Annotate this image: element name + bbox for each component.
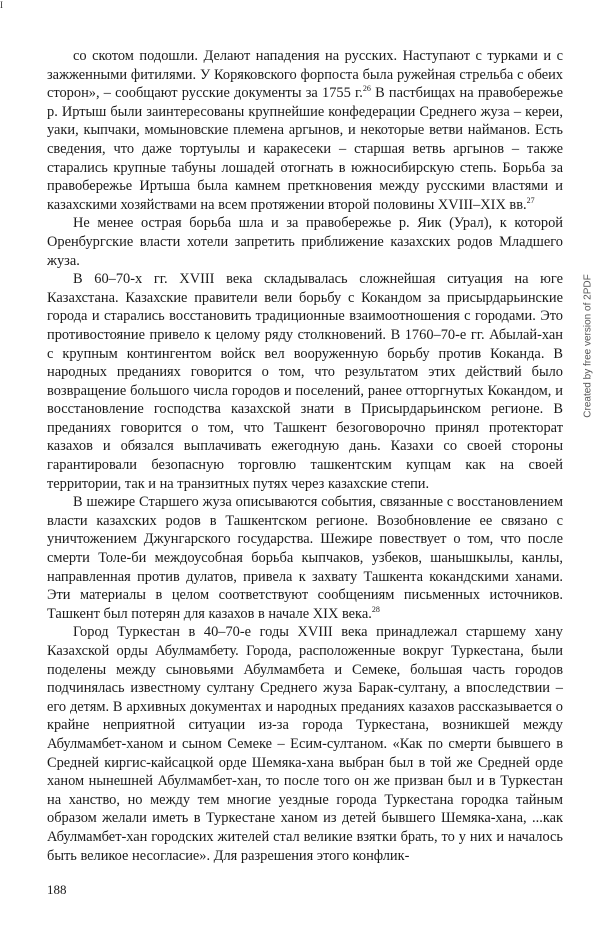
paragraph bbox=[47, 47, 563, 214]
paragraph-text: Город Туркестан в 40–70-е годы XVIII века принадлежал старшему хану Казахской орды Абулмамбету. Города, расположенные вокруг Туркестана, были поделены между сыновьями Абулмамбета и Семеке, большая часть городов подчинялась известному султану Среднего жуза Барак-султану, а впоследствии – его детям. В архивных документах и народных преданиях казахов рассказывается о крайне неприятной ситуации из-за города Туркестана, возникшей между Абулмамбет-ханом и сыном Семеке – Есим-султаном. «Как по смерти бывшего в Средней киргис-кайсацкой орде Шемяка-хана выбран был в той же Средней орде ханом нынешней Абулмамбет-хан, то после того он же призван был и в Туркестан на ханство, но между тем многие уездные города Туркестана городка тайным образом желали иметь в Туркестане ханом из детей бывшего Шемяка-хана, ...как Абулмамбет-хан городских жителей стал великие взятки брать, то у них и началось быть великое несогласие». Для разрешения этого конфлик- bbox=[47, 624, 563, 864]
paragraph-text: В пастбищах на правобережье р. Иртыш были заинтересованы крупнейшие конфедерации Среднего жуза – кереи, уаки, кыпчаки, момыновские племена аргынов, и некоторые ветви найманов. Есть сведения, что даже тортуылы и каракесеки – старшая ветвь аргынов – также старались крупные табуны лошадей отогнать в южносибирскую степь. Борьба за правобережье Иртыша была камнем преткновения между русскими властями и казахскими хозяйствами на всем протяжении второй половины XVIII–XIX вв. bbox=[47, 85, 563, 213]
paragraph bbox=[47, 270, 563, 493]
corner-mark: I bbox=[0, 0, 3, 10]
paragraph-text: Не менее острая борьба шла и за правобережье р. Яик (Урал), к которой Оренбургские власти хотели запретить приближение казахских родов Младшего жуза. bbox=[47, 215, 563, 269]
paragraph-text: В 60–70-х гг. XVIII века складывалась сложнейшая ситуация на юге Казахстана. Казахские правители вели борьбу с Кокандом за присырдарьинские города и старались восстановить традиционные взаимоотношения с городами. Это противостояние привело к целому ряду столкновений. В 1760–70-е гг. Абылай-хан с крупным контингентом войск вел вооруженную борьбу против Коканда. В народных преданиях говорится о том, что результатом этих действий было возвращение большого числа городов и поселений, ранее отторгнутых Кокандом, и восстановление господства казахской знати в Присырдарьинском регионе. В преданиях говорится о том, что Ташкент безоговорочно принял протекторат казахов и обязался выплачивать ежегодную дань. Казахи со своей стороны гарантировали безопасную торговлю ташкентским купцам как на своей территории, так и на транзитных путях через казахские степи. bbox=[47, 271, 563, 492]
paragraph-text: со скотом подошли. Делают нападения на русских. Наступают с турками и с зажженными фитилями. У Коряковского форпоста была ружейная стрельба с обеих сторон», – сообщают русские документы за 1755 г. bbox=[47, 48, 563, 102]
watermark-text: Created by free version of 2PDF bbox=[582, 274, 594, 418]
footnote-ref: 28 bbox=[371, 605, 380, 615]
body-text bbox=[47, 47, 563, 865]
paragraph bbox=[47, 214, 563, 270]
paragraph-text: В шежире Старшего жуза описываются события, связанные с восстановлением власти казахских родов в Ташкентском регионе. Возобновление ее связано с уничтожением Джунгарского государства. Шежире повествует о том, что после смерти Толе-би междоусобная борьба кыпчаков, узбеков, шанышкылы, канлы, направленная против дулатов, привела к захвату Ташкента кокандскими ханами. Эти материалы в целом соответствуют сообщениям письменных источников. Ташкент был потерян для казахов в начале XIX века. bbox=[47, 494, 563, 622]
paragraph bbox=[47, 623, 563, 865]
page-number: 188 bbox=[47, 882, 67, 897]
footnote-ref: 27 bbox=[526, 195, 535, 205]
footnote-ref: 26 bbox=[362, 84, 371, 94]
paragraph bbox=[47, 493, 563, 623]
